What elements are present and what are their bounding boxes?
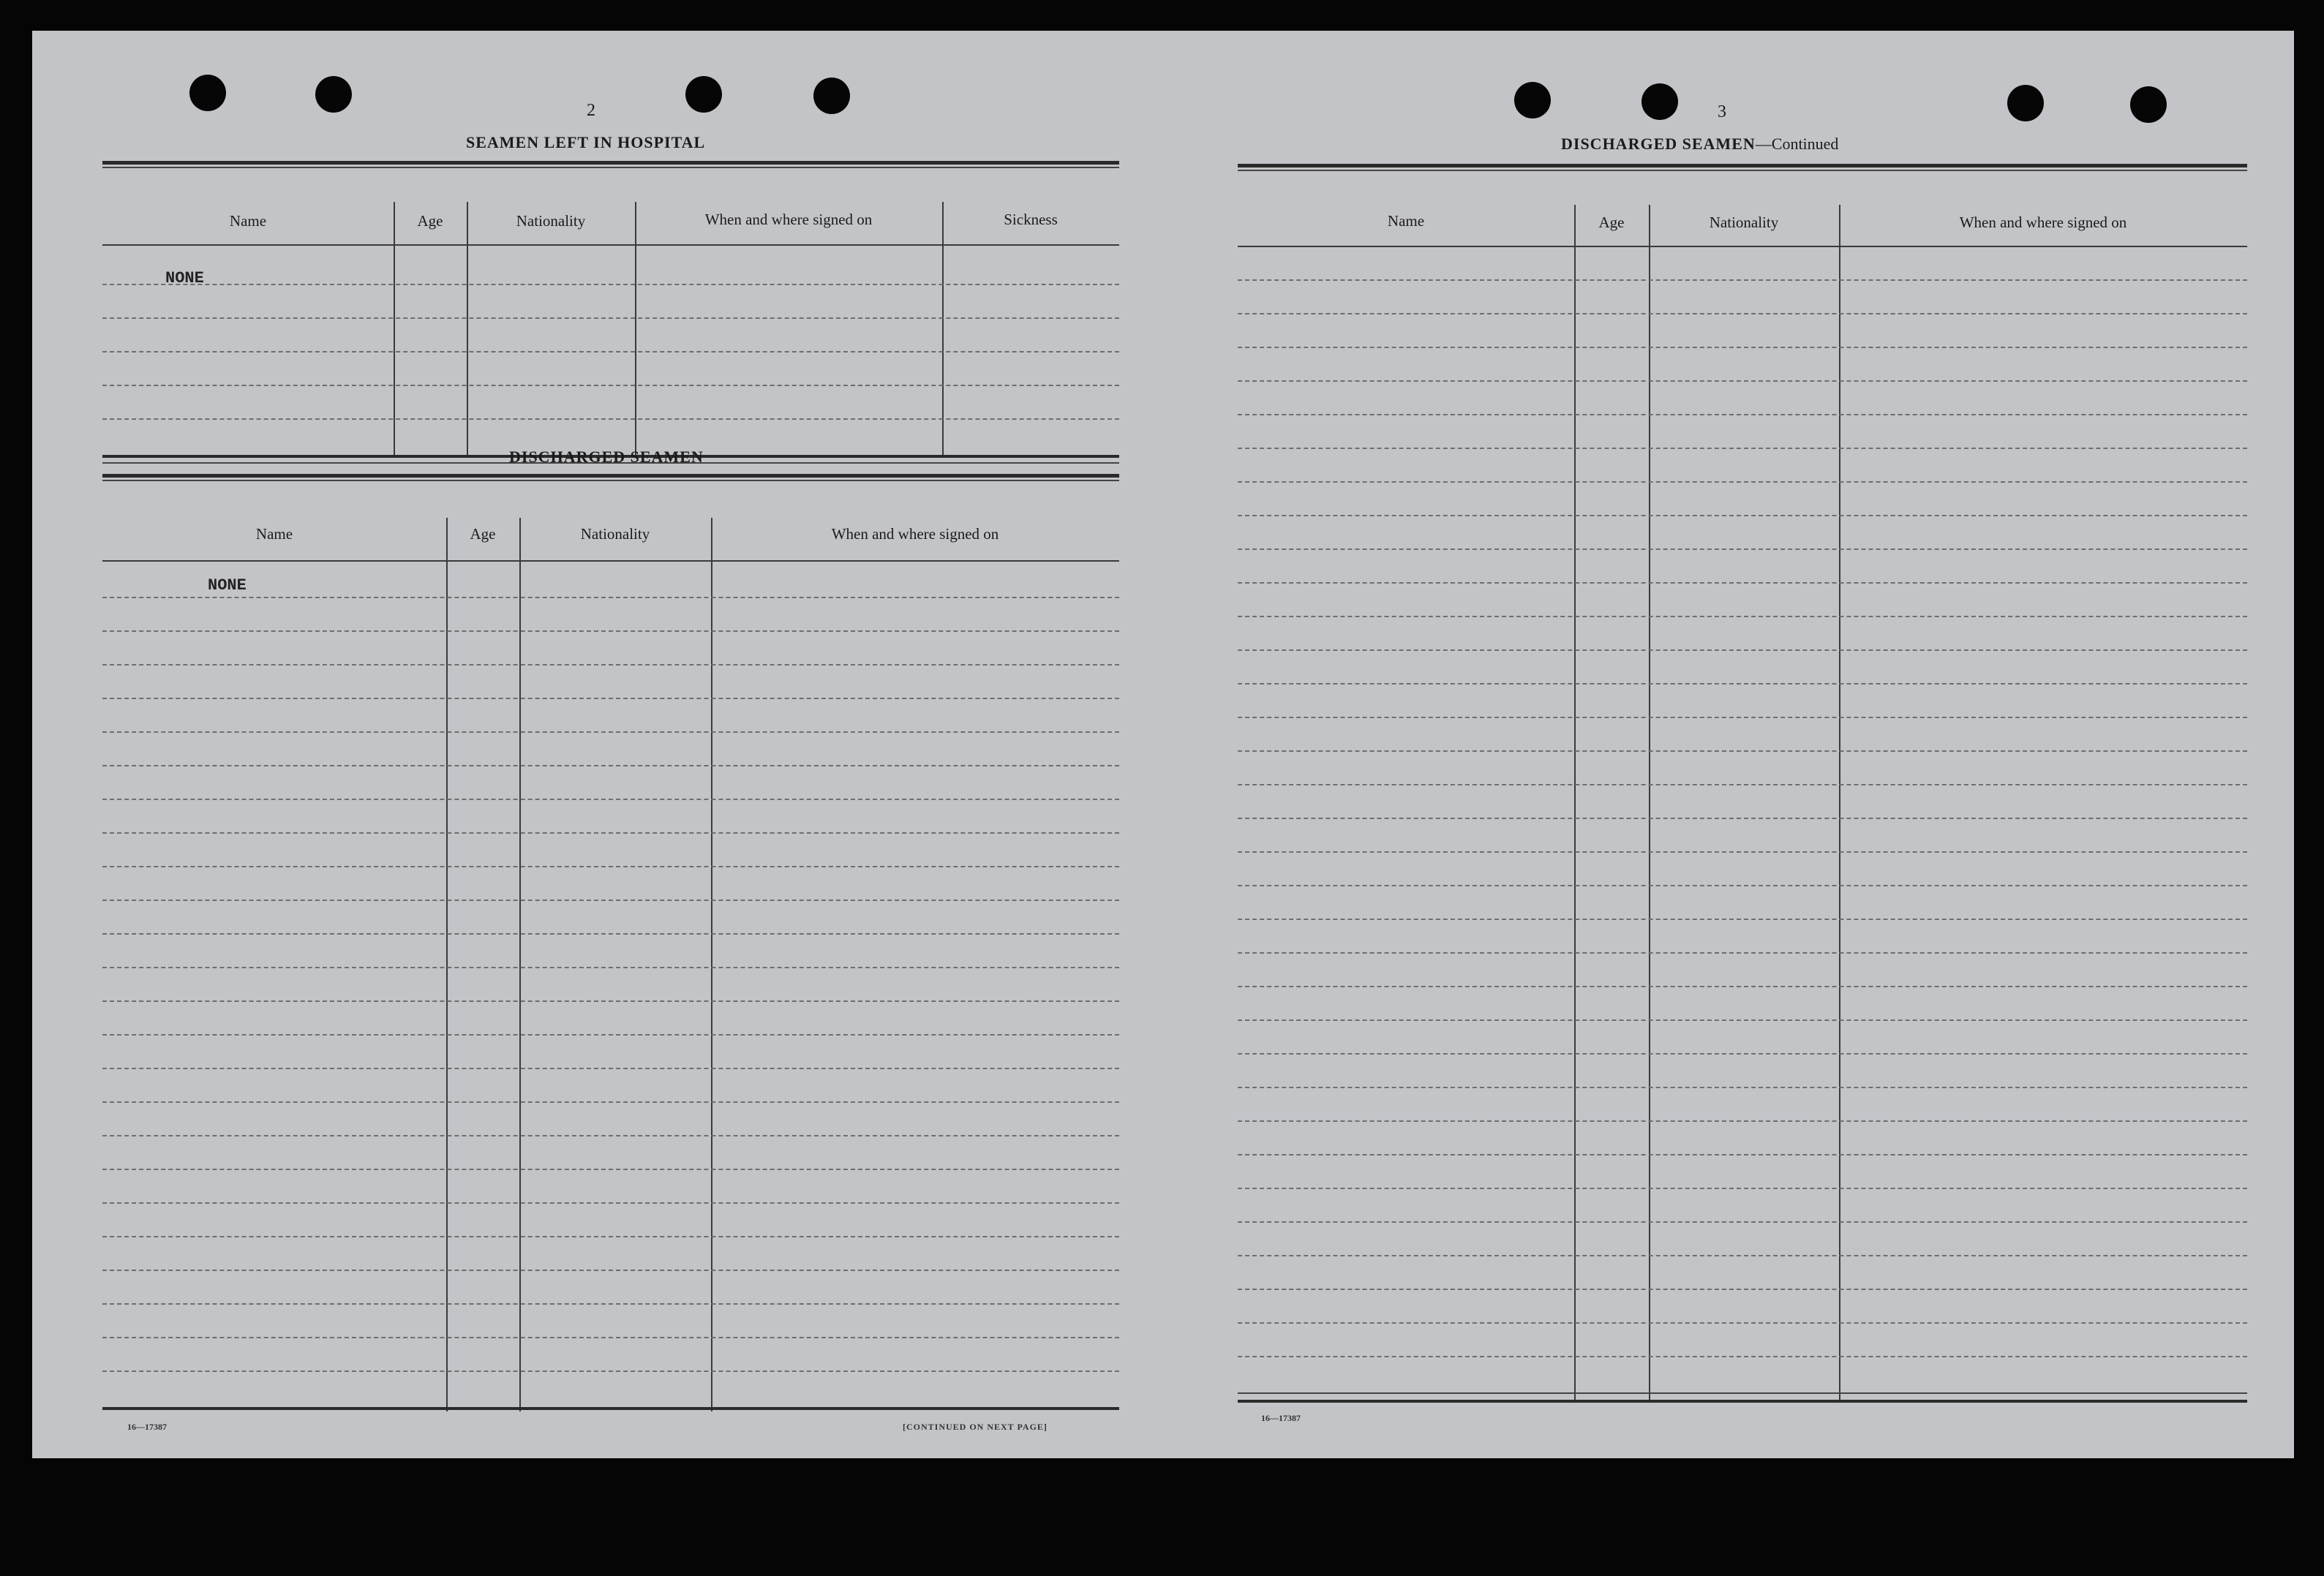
column-header-signed-on: When and where signed on [1959, 214, 2127, 231]
form-number-right: 16—17387 [1261, 1413, 1301, 1423]
table-row-line [1238, 952, 2247, 954]
table-row-line [102, 765, 1119, 766]
table-row-line [1238, 582, 2247, 584]
table-row-line [102, 832, 1119, 834]
column-header-nationality: Nationality [516, 212, 586, 230]
table-row-line [1238, 1120, 2247, 1122]
table-row-line [1238, 1087, 2247, 1088]
discharged-table-left [102, 474, 1119, 1410]
table-row-line [1238, 919, 2247, 920]
punch-hole [2007, 85, 2044, 121]
table-row-line [102, 698, 1119, 699]
header-underline [102, 244, 1119, 246]
table-row-line [102, 967, 1119, 968]
discharged-continued-title-text: DISCHARGED SEAMEN [1561, 135, 1756, 153]
table-row-line [102, 866, 1119, 867]
table-row-line [102, 317, 1119, 319]
table-row-line [1238, 1188, 2247, 1189]
table-row-line [102, 1236, 1119, 1237]
punch-hole [1642, 83, 1678, 120]
punch-hole [685, 76, 722, 113]
table-row-line [1238, 414, 2247, 415]
table-row-line [102, 1135, 1119, 1136]
hospital-table [102, 161, 1119, 461]
table-top-rule [1238, 170, 2247, 171]
table-row-line [1238, 347, 2247, 348]
table-row-line [1238, 784, 2247, 785]
column-header-name: Name [1387, 212, 1425, 230]
table-row-line [1238, 548, 2247, 550]
table-row-line [102, 1169, 1119, 1170]
table-row-line [1238, 986, 2247, 987]
page-number-right: 3 [1718, 102, 1726, 121]
table-row-line [102, 1000, 1119, 1002]
document-sheet [32, 31, 2294, 1458]
table-row-line [102, 664, 1119, 666]
table-row-line [102, 1303, 1119, 1305]
table-top-rule [1238, 164, 2247, 167]
table-row-line [1238, 1221, 2247, 1223]
discharged-continued-title [1561, 135, 1838, 154]
table-row-line [1238, 1019, 2247, 1021]
header-underline [1238, 246, 2247, 247]
column-divider [711, 518, 712, 1411]
header-underline [102, 560, 1119, 562]
table-row-line [102, 1370, 1119, 1372]
table-row-line [102, 1202, 1119, 1204]
table-row-line [1238, 750, 2247, 752]
table-row-line [102, 799, 1119, 800]
table-row-line [102, 900, 1119, 901]
discharged-table-right [1238, 164, 2247, 1407]
column-header-name: Name [255, 525, 293, 543]
table-row-line [1238, 481, 2247, 483]
table-row-line [1238, 448, 2247, 449]
table-row-line [1238, 1154, 2247, 1155]
table-row-line [102, 1101, 1119, 1103]
table-top-rule [102, 161, 1119, 165]
table-row-line [102, 1068, 1119, 1069]
table-row-line [1238, 1322, 2247, 1324]
column-header-nationality: Nationality [580, 525, 650, 543]
table-row-line [1238, 818, 2247, 819]
table-row-line [102, 1034, 1119, 1036]
punch-hole [2130, 86, 2167, 123]
punch-hole [813, 78, 850, 114]
column-header-age: Age [417, 212, 443, 230]
table-row-line [1238, 1356, 2247, 1357]
page-number-left: 2 [587, 101, 595, 120]
table-row-line [1238, 649, 2247, 651]
table-row-line [1238, 683, 2247, 685]
column-header-name: Name [229, 212, 267, 230]
column-header-nationality: Nationality [1709, 214, 1779, 231]
table-bottom-rule [1238, 1392, 2247, 1394]
table-top-rule [102, 480, 1119, 481]
continued-note: [CONTINUED ON NEXT PAGE] [903, 1422, 1048, 1432]
discharged-entry-name: NONE [208, 576, 247, 595]
table-row-line [102, 731, 1119, 733]
column-divider [446, 518, 448, 1411]
table-row-line [102, 385, 1119, 386]
table-row-line [102, 284, 1119, 285]
table-row-line [102, 933, 1119, 935]
table-top-rule [102, 474, 1119, 478]
table-row-line [102, 351, 1119, 352]
punch-hole [315, 76, 352, 113]
discharged-section-title: DISCHARGED SEAMEN [509, 448, 704, 466]
column-header-age: Age [1598, 214, 1625, 231]
table-bottom-rule [102, 1407, 1119, 1410]
form-number-left: 16—17387 [127, 1422, 167, 1432]
table-row-line [102, 630, 1119, 632]
table-row-line [1238, 279, 2247, 281]
table-row-line [1238, 885, 2247, 886]
table-bottom-rule [1238, 1400, 2247, 1403]
hospital-section-title: SEAMEN LEFT IN HOSPITAL [466, 133, 706, 151]
table-row-line [102, 418, 1119, 420]
hospital-entry-name: NONE [165, 269, 204, 287]
table-row-line [102, 1337, 1119, 1338]
column-header-age: Age [470, 525, 496, 543]
table-row-line [102, 597, 1119, 598]
table-row-line [1238, 380, 2247, 382]
column-divider [519, 518, 521, 1411]
column-header-sickness: Sickness [1004, 211, 1058, 228]
table-row-line [1238, 717, 2247, 718]
continued-suffix: —Continued [1755, 135, 1839, 153]
punch-hole [189, 75, 226, 111]
table-row-line [1238, 515, 2247, 516]
column-header-signed-on: When and where signed on [704, 211, 873, 228]
table-row-line [1238, 313, 2247, 314]
table-row-line [1238, 1255, 2247, 1256]
table-row-line [102, 1270, 1119, 1271]
column-header-signed-on: When and where signed on [831, 525, 999, 543]
table-row-line [1238, 851, 2247, 853]
table-top-rule [102, 167, 1119, 168]
table-row-line [1238, 616, 2247, 617]
punch-hole [1514, 82, 1551, 118]
table-row-line [1238, 1289, 2247, 1290]
table-row-line [1238, 1053, 2247, 1055]
